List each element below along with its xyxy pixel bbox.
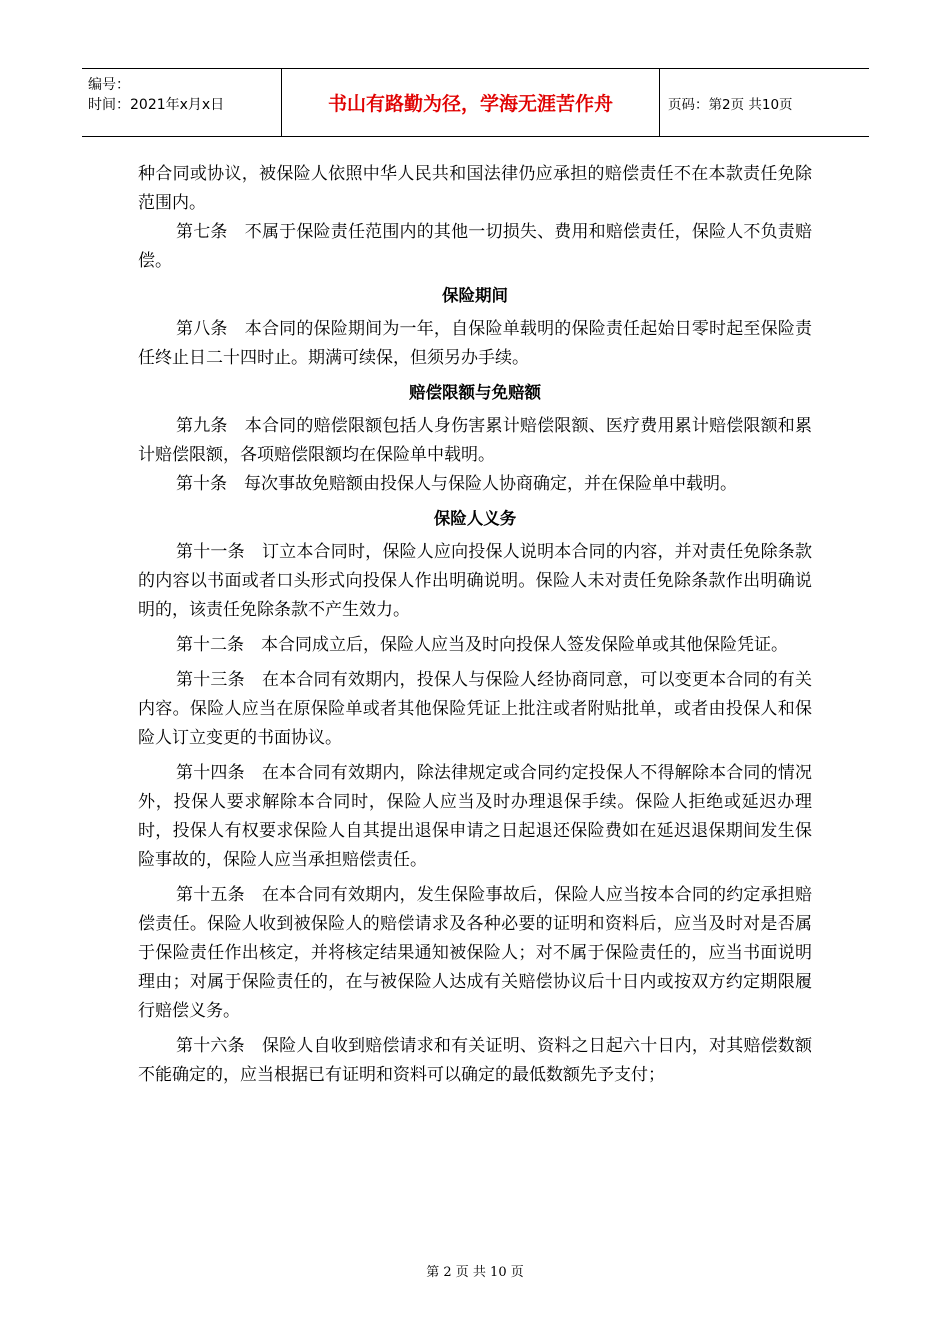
section-heading-limits: 赔偿限额与免赔额 xyxy=(409,383,541,402)
section-heading-insurer-duties: 保险人义务 xyxy=(433,509,517,528)
time-label: 时间：2021年x月x日 xyxy=(88,97,225,113)
article-13: 第十三条 在本合同有效期内，投保人与保险人经协商同意，可以变更本合同的有关内容。保险人应当在原保险单或者其他保险凭证上批注或者附贴批单，或者由投保人和保险人订立变更的书面协议。 xyxy=(138,670,812,748)
article-15: 第十五条 在本合同有效期内，发生保险事故后，保险人应当按本合同的约定承担赔偿责任。保险人收到被保险人的赔偿请求及各种必要的证明和资料后，应当及时对是否属于保险责任作出核定，并将核定结果通知被保险人；对不属于保险责任的，应当书面说明理由；对属于保险责任的，在与被保险人达成有关赔偿协议后十日内或按双方约定期限履行赔偿义务。 xyxy=(138,885,812,1021)
article-14: 第十四条 在本合同有效期内，除法律规定或合同约定投保人不得解除本合同的情况外，投保人要求解除本合同时，保险人应当及时办理退保手续。保险人拒绝或延迟办理时，投保人有权要求保险人自其提出退保申请之日起退还保险费如在延迟退保期间发生保险事故的，保险人应当承担赔偿责任。 xyxy=(138,763,812,870)
document-body xyxy=(138,160,812,1090)
article-10: 第十条 每次事故免赔额由投保人与保险人协商确定，并在保险单中载明。 xyxy=(176,474,737,494)
header-page-code: 页码：第2页 共10页 xyxy=(668,96,793,113)
header-motto: 书山有路勤为径，学海无涯苦作舟 xyxy=(282,69,660,136)
article-8: 第八条 本合同的保险期间为一年，自保险单载明的保险责任起始日零时起至保险责任终止日二十四时止。期满可续保，但须另办手续。 xyxy=(138,319,812,368)
article-9: 第九条 本合同的赔偿限额包括人身伤害累计赔偿限额、医疗费用累计赔偿限额和累计赔偿限额，各项赔偿限额均在保险单中载明。 xyxy=(138,416,812,465)
paragraph-continuation: 种合同或协议，被保险人依照中华人民共和国法律仍应承担的赔偿责任不在本款责任免除范围内。 xyxy=(138,164,812,213)
number-label: 编号： xyxy=(88,77,130,93)
page-header xyxy=(82,68,869,137)
section-heading-insurance-period: 保险期间 xyxy=(442,286,508,305)
article-11: 第十一条 订立本合同时，保险人应向投保人说明本合同的内容，并对责任免除条款的内容以书面或者口头形式向投保人作出明确说明。保险人未对责任免除条款作出明确说明的，该责任免除条款不产生效力。 xyxy=(138,542,812,620)
header-meta xyxy=(82,69,282,136)
page-footer: 第 2 页 共 10 页 xyxy=(426,1265,524,1280)
article-12: 第十二条 本合同成立后，保险人应当及时向投保人签发保险单或其他保险凭证。 xyxy=(176,635,788,655)
article-7: 第七条 不属于保险责任范围内的其他一切损失、费用和赔偿责任，保险人不负责赔偿。 xyxy=(138,222,812,271)
article-16: 第十六条 保险人自收到赔偿请求和有关证明、资料之日起六十日内，对其赔偿数额不能确定的，应当根据已有证明和资料可以确定的最低数额先予支付； xyxy=(138,1036,812,1085)
